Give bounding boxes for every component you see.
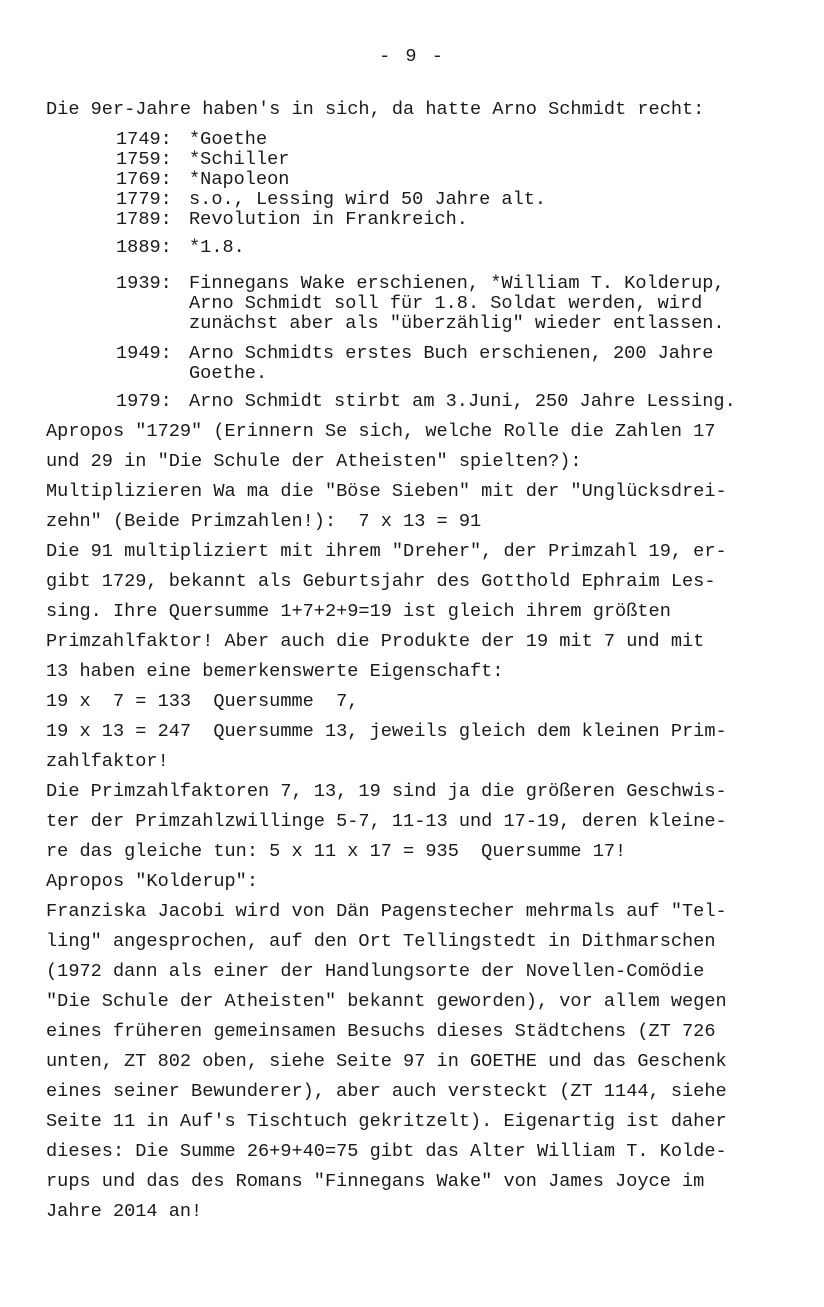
chronology-year: 1749: [116, 129, 172, 150]
chronology-text [189, 238, 245, 258]
body-line: und 29 in "Die Schule der Atheisten" spielten?): [46, 451, 582, 472]
body-line: ter der Primzahlzwillinge 5-7, 11-13 und 17-19, deren kleine- [46, 811, 727, 832]
body-line: zehn" (Beide Primzahlen!): 7 x 13 = 91 [46, 511, 482, 532]
body-line: unten, ZT 802 oben, siehe Seite 97 in GOETHE und das Geschenk [46, 1051, 727, 1072]
body-line: Primzahlfaktor! Aber auch die Produkte der 19 mit 7 und mit [46, 631, 705, 652]
body-line: Apropos "Kolderup": [46, 871, 259, 892]
chronology-entry [116, 274, 796, 334]
chronology-entry [116, 130, 796, 150]
body-line: Seite 11 in Auf's Tischtuch gekritzelt). Eigenartig ist daher [46, 1111, 727, 1132]
chronology-text-line: *1.8. [189, 237, 245, 258]
chronology-entry [116, 392, 796, 412]
chronology-text-line: Arno Schmidts erstes Buch erschienen, 200 Jahre [189, 343, 714, 364]
chronology-text-line: *Napoleon [189, 169, 290, 190]
chronology-text [189, 130, 267, 150]
chronology-text [189, 344, 713, 384]
chronology-entry [116, 190, 796, 210]
body-text [46, 417, 786, 1227]
page-number: - 9 - [379, 46, 445, 67]
intro-line: Die 9er-Jahre haben's in sich, da hatte Arno Schmidt recht: [46, 99, 705, 120]
body-line: zahlfaktor! [46, 751, 169, 772]
chronology-text-line: zunächst aber als "überzählig" wieder entlassen. [189, 313, 725, 334]
chronology-text-line: *Goethe [189, 129, 268, 150]
chronology-text [189, 210, 468, 230]
chronology-text-line: Goethe. [189, 363, 268, 384]
body-line: dieses: Die Summe 26+9+40=75 gibt das Alter William T. Kolde- [46, 1141, 727, 1162]
body-line: 13 haben eine bemerkenswerte Eigenschaft: [46, 661, 504, 682]
body-line: Die Primzahlfaktoren 7, 13, 19 sind ja die größeren Geschwis- [46, 781, 727, 802]
body-line: Jahre 2014 an! [46, 1201, 203, 1222]
body-line: re das gleiche tun: 5 x 11 x 17 = 935 Quersumme 17! [46, 841, 627, 862]
chronology-text [189, 190, 546, 210]
chronology-entry [116, 344, 796, 384]
chronology-text [189, 150, 289, 170]
chronology-text [189, 170, 289, 190]
body-line: 19 x 7 = 133 Quersumme 7, [46, 691, 359, 712]
body-line: Die 91 multipliziert mit ihrem "Dreher", der Primzahl 19, er- [46, 541, 727, 562]
chronology-text [189, 392, 736, 412]
chronology-text-line: Arno Schmidt soll für 1.8. Soldat werden, wird [189, 293, 703, 314]
body-line: eines früheren gemeinsamen Besuchs dieses Städtchens (ZT 726 [46, 1021, 716, 1042]
body-line: sing. Ihre Quersumme 1+7+2+9=19 ist gleich ihrem größten [46, 601, 671, 622]
chronology-entry [116, 238, 796, 258]
chronology-text-line: s.o., Lessing wird 50 Jahre alt. [189, 189, 547, 210]
body-line: eines seiner Bewunderer), aber auch versteckt (ZT 1144, siehe [46, 1081, 727, 1102]
chronology-year: 1949: [116, 343, 172, 364]
body-line: gibt 1729, bekannt als Geburtsjahr des Gotthold Ephraim Les- [46, 571, 716, 592]
chronology-year: 1779: [116, 189, 172, 210]
chronology-year: 1889: [116, 237, 172, 258]
body-line: rups und das des Romans "Finnegans Wake" von James Joyce im [46, 1171, 705, 1192]
chronology-year: 1769: [116, 169, 172, 190]
body-line: "Die Schule der Atheisten" bekannt geworden), vor allem wegen [46, 991, 727, 1012]
chronology-text-line: Arno Schmidt stirbt am 3.Juni, 250 Jahre Lessing. [189, 391, 736, 412]
body-line: Franziska Jacobi wird von Dän Pagenstecher mehrmals auf "Tel- [46, 901, 727, 922]
chronology-year: 1789: [116, 209, 172, 230]
body-line: ling" angesprochen, auf den Ort Tellingstedt in Dithmarschen [46, 931, 716, 952]
body-line: 19 x 13 = 247 Quersumme 13, jeweils gleich dem kleinen Prim- [46, 721, 727, 742]
chronology-year: 1979: [116, 391, 172, 412]
chronology-entry [116, 170, 796, 190]
chronology-entry [116, 210, 796, 230]
chronology-year: 1759: [116, 149, 172, 170]
body-line: (1972 dann als einer der Handlungsorte der Novellen-Comödie [46, 961, 705, 982]
body-line: Multiplizieren Wa ma die "Böse Sieben" mit der "Unglücksdrei- [46, 481, 727, 502]
chronology-year: 1939: [116, 273, 172, 294]
chronology-text [189, 274, 725, 334]
chronology-entry [116, 150, 796, 170]
chronology-text-line: Finnegans Wake erschienen, *William T. Kolderup, [189, 273, 725, 294]
body-line: Apropos "1729" (Erinnern Se sich, welche Rolle die Zahlen 17 [46, 421, 716, 442]
chronology-text-line: Revolution in Frankreich. [189, 209, 468, 230]
chronology-text-line: *Schiller [189, 149, 290, 170]
